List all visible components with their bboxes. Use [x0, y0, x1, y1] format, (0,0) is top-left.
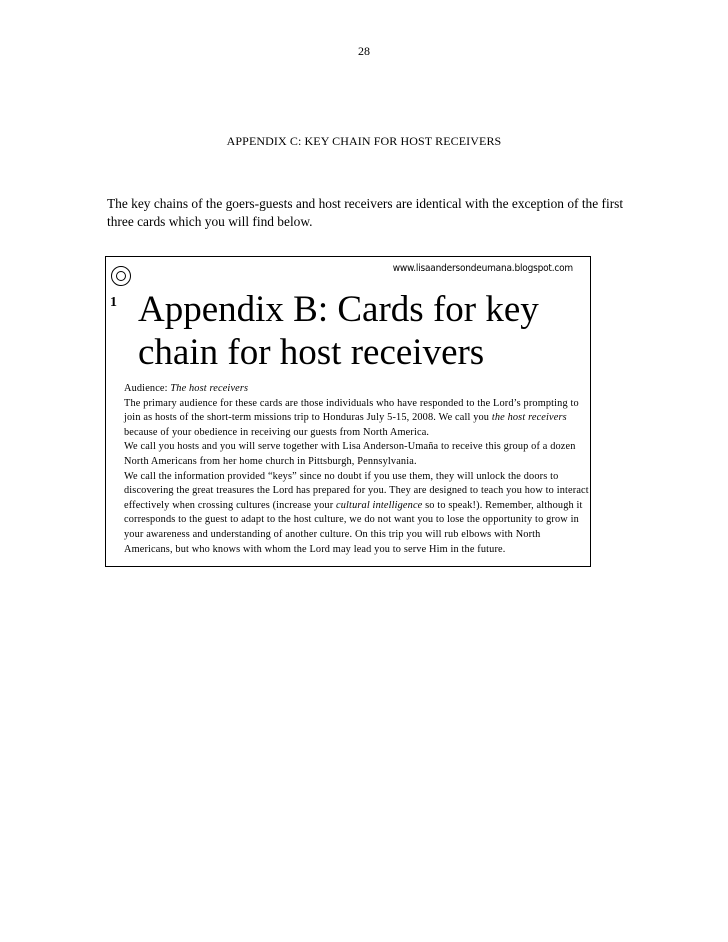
audience-label: Audience: [124, 383, 171, 394]
page-number: 28 [358, 44, 370, 58]
hosts-paragraph: We call you hosts and you will serve together with Lisa Anderson-Umaña to receive this group of a dozen North Americans from her home church in Pittsburgh, Pennsylvania. [124, 441, 576, 467]
primary-audience-paragraph [124, 397, 589, 441]
primary-audience-text-end: because of your obedience in receiving our guests from North America. [124, 426, 430, 438]
keyring-hole-icon [111, 266, 131, 286]
appendix-heading: APPENDIX C: KEY CHAIN FOR HOST RECEIVERS [226, 134, 502, 148]
audience-line [124, 382, 589, 397]
card-number: 1 [110, 295, 117, 310]
keyring-hole-inner [116, 271, 126, 281]
key-chain-card [105, 256, 591, 567]
host-receivers-emphasis: the host receivers [491, 412, 567, 424]
card-website: www.lisaandersondeumana.blogspot.com [392, 263, 573, 274]
intro-paragraph: The key chains of the goers-guests and host receivers are identical with the exception of the first three cards which you will find below. [107, 196, 624, 229]
primary-audience-text: The primary audience for these cards are those individuals who have responded to the Lord’s prompting to join as hosts of the short-term missions trip to Honduras July 5-15, 2008. We call you [124, 397, 579, 424]
keys-text: We call the information provided “keys” since no doubt if you use them, they will unlock the doors to discovering the great treasures the Lord has prepared for you. They are designed to teach you how to interact effectively when crossing cultures (increase your [124, 470, 589, 511]
card-title: Appendix B: Cards for key chain for host receivers [138, 289, 539, 373]
keys-text-end: so to speak!). Remember, although it corresponds to the guest to adapt to the host culture, we do not want you to lose the opportunity to grow in your awareness and understanding of another culture. On this trip you will rub elbows with North Americans, but who knows with whom the Lord may lead you to serve Him in the future. [124, 499, 583, 555]
audience-value: The host receivers [170, 383, 249, 394]
keys-paragraph [124, 470, 589, 558]
cultural-intelligence-emphasis: cultural intelligence [336, 499, 423, 511]
card-body [124, 382, 589, 557]
